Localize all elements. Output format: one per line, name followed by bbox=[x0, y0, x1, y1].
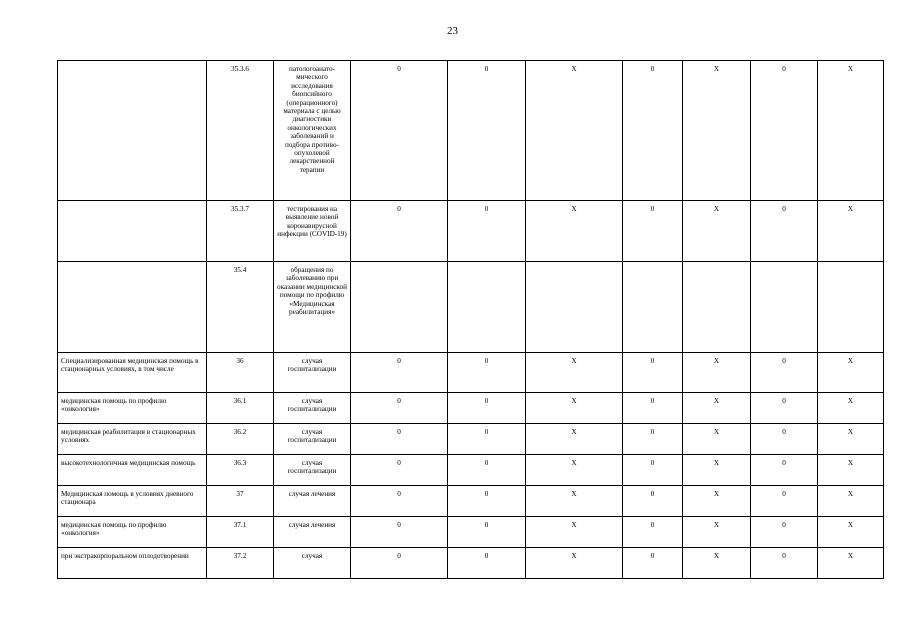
value-cell bbox=[818, 262, 884, 353]
table-row bbox=[58, 455, 884, 486]
value-cell: 0 bbox=[351, 353, 448, 393]
value-cell: 0 bbox=[623, 201, 683, 262]
value-cell bbox=[351, 262, 448, 353]
value-cell: X bbox=[526, 517, 623, 548]
table-row bbox=[58, 486, 884, 517]
row-name-cell: Специализированная медицинская помощь в стационарных условиях, в том числе bbox=[58, 353, 207, 393]
value-cell: 0 bbox=[351, 424, 448, 455]
row-code-cell: 36.2 bbox=[207, 424, 274, 455]
row-name-cell: медицинская реабилитация в стационарных условиях bbox=[58, 424, 207, 455]
value-cell: X bbox=[818, 486, 884, 517]
value-cell: X bbox=[818, 455, 884, 486]
row-name-cell: медицинская помощь по профилю «онкология» bbox=[58, 393, 207, 424]
row-unit-cell: обращения по заболеванию при оказании медицинской помощи по профилю «Медицинская реабилитация» bbox=[274, 262, 351, 353]
value-cell: X bbox=[683, 517, 751, 548]
value-cell: 0 bbox=[351, 517, 448, 548]
value-cell bbox=[526, 262, 623, 353]
row-name-cell: при экстракорпоральном оплодотворении bbox=[58, 548, 207, 579]
row-code-cell: 37 bbox=[207, 486, 274, 517]
value-cell: X bbox=[526, 61, 623, 201]
value-cell: 0 bbox=[751, 548, 818, 579]
row-unit-cell: случая лечения bbox=[274, 486, 351, 517]
row-code-cell: 35.3.7 bbox=[207, 201, 274, 262]
value-cell: X bbox=[526, 486, 623, 517]
table-row bbox=[58, 393, 884, 424]
value-cell bbox=[623, 262, 683, 353]
value-cell: X bbox=[526, 424, 623, 455]
table-row bbox=[58, 424, 884, 455]
value-cell: 0 bbox=[448, 517, 526, 548]
value-cell: 0 bbox=[751, 393, 818, 424]
row-name-cell: высокотехнологичная медицинская помощь bbox=[58, 455, 207, 486]
value-cell bbox=[683, 262, 751, 353]
value-cell: X bbox=[818, 424, 884, 455]
row-code-cell: 35.3.6 bbox=[207, 61, 274, 201]
row-unit-cell: случая лечения bbox=[274, 517, 351, 548]
value-cell: 0 bbox=[448, 486, 526, 517]
value-cell: X bbox=[818, 353, 884, 393]
page-number: 23 bbox=[447, 25, 458, 37]
row-unit-cell: тестирования на выявление новой коронавирусной инфекции (COVID-19) bbox=[274, 201, 351, 262]
row-name-cell bbox=[58, 262, 207, 353]
table-row bbox=[58, 262, 884, 353]
value-cell: X bbox=[683, 548, 751, 579]
row-unit-cell: случая госпитализации bbox=[274, 353, 351, 393]
data-table bbox=[57, 60, 884, 579]
row-name-cell: медицинская помощь по профилю «онкология» bbox=[58, 517, 207, 548]
value-cell: 0 bbox=[448, 424, 526, 455]
value-cell: 0 bbox=[448, 455, 526, 486]
value-cell: 0 bbox=[751, 455, 818, 486]
value-cell: 0 bbox=[751, 424, 818, 455]
value-cell: 0 bbox=[623, 486, 683, 517]
row-code-cell: 36.3 bbox=[207, 455, 274, 486]
value-cell: X bbox=[818, 61, 884, 201]
value-cell: 0 bbox=[623, 61, 683, 201]
table-row bbox=[58, 548, 884, 579]
value-cell: X bbox=[526, 201, 623, 262]
value-cell: 0 bbox=[448, 61, 526, 201]
row-unit-cell: случая bbox=[274, 548, 351, 579]
value-cell: X bbox=[526, 393, 623, 424]
value-cell: 0 bbox=[623, 424, 683, 455]
value-cell: X bbox=[683, 61, 751, 201]
value-cell: X bbox=[818, 548, 884, 579]
value-cell: X bbox=[683, 486, 751, 517]
table-body bbox=[58, 61, 884, 579]
table-row bbox=[58, 201, 884, 262]
value-cell: 0 bbox=[751, 61, 818, 201]
row-name-cell bbox=[58, 201, 207, 262]
value-cell: 0 bbox=[351, 548, 448, 579]
value-cell: 0 bbox=[623, 353, 683, 393]
value-cell: X bbox=[526, 353, 623, 393]
value-cell: 0 bbox=[351, 393, 448, 424]
value-cell: X bbox=[526, 455, 623, 486]
value-cell: 0 bbox=[751, 201, 818, 262]
table-row bbox=[58, 517, 884, 548]
row-code-cell: 37.2 bbox=[207, 548, 274, 579]
value-cell: X bbox=[683, 455, 751, 486]
value-cell: 0 bbox=[623, 517, 683, 548]
value-cell: 0 bbox=[623, 455, 683, 486]
row-code-cell: 35.4 bbox=[207, 262, 274, 353]
value-cell: X bbox=[683, 424, 751, 455]
value-cell: 0 bbox=[448, 353, 526, 393]
value-cell: 0 bbox=[448, 393, 526, 424]
value-cell: 0 bbox=[351, 455, 448, 486]
value-cell: X bbox=[683, 353, 751, 393]
row-code-cell: 37.1 bbox=[207, 517, 274, 548]
value-cell: 0 bbox=[751, 486, 818, 517]
value-cell: X bbox=[683, 201, 751, 262]
value-cell: 0 bbox=[623, 548, 683, 579]
value-cell: 0 bbox=[351, 201, 448, 262]
value-cell: X bbox=[818, 201, 884, 262]
table-row bbox=[58, 353, 884, 393]
value-cell: 0 bbox=[623, 393, 683, 424]
row-unit-cell: случая госпитализации bbox=[274, 455, 351, 486]
row-unit-cell: случая госпитализации bbox=[274, 424, 351, 455]
value-cell: 0 bbox=[751, 353, 818, 393]
table-row bbox=[58, 61, 884, 201]
value-cell: X bbox=[526, 548, 623, 579]
value-cell: 0 bbox=[351, 61, 448, 201]
value-cell bbox=[751, 262, 818, 353]
value-cell: 0 bbox=[448, 548, 526, 579]
value-cell: X bbox=[818, 393, 884, 424]
value-cell: X bbox=[683, 393, 751, 424]
row-unit-cell: случая госпитализации bbox=[274, 393, 351, 424]
row-unit-cell: патологоанато-мического исследования биопсийного (операционного) материала с целью диагностики онкологических заболеваний и подбора противо-опухолевой лекарственной терапии bbox=[274, 61, 351, 201]
value-cell: X bbox=[818, 517, 884, 548]
row-name-cell: Медицинская помощь в условиях дневного стационара bbox=[58, 486, 207, 517]
value-cell: 0 bbox=[751, 517, 818, 548]
value-cell bbox=[448, 262, 526, 353]
row-code-cell: 36 bbox=[207, 353, 274, 393]
value-cell: 0 bbox=[351, 486, 448, 517]
value-cell: 0 bbox=[448, 201, 526, 262]
row-name-cell bbox=[58, 61, 207, 201]
row-code-cell: 36.1 bbox=[207, 393, 274, 424]
